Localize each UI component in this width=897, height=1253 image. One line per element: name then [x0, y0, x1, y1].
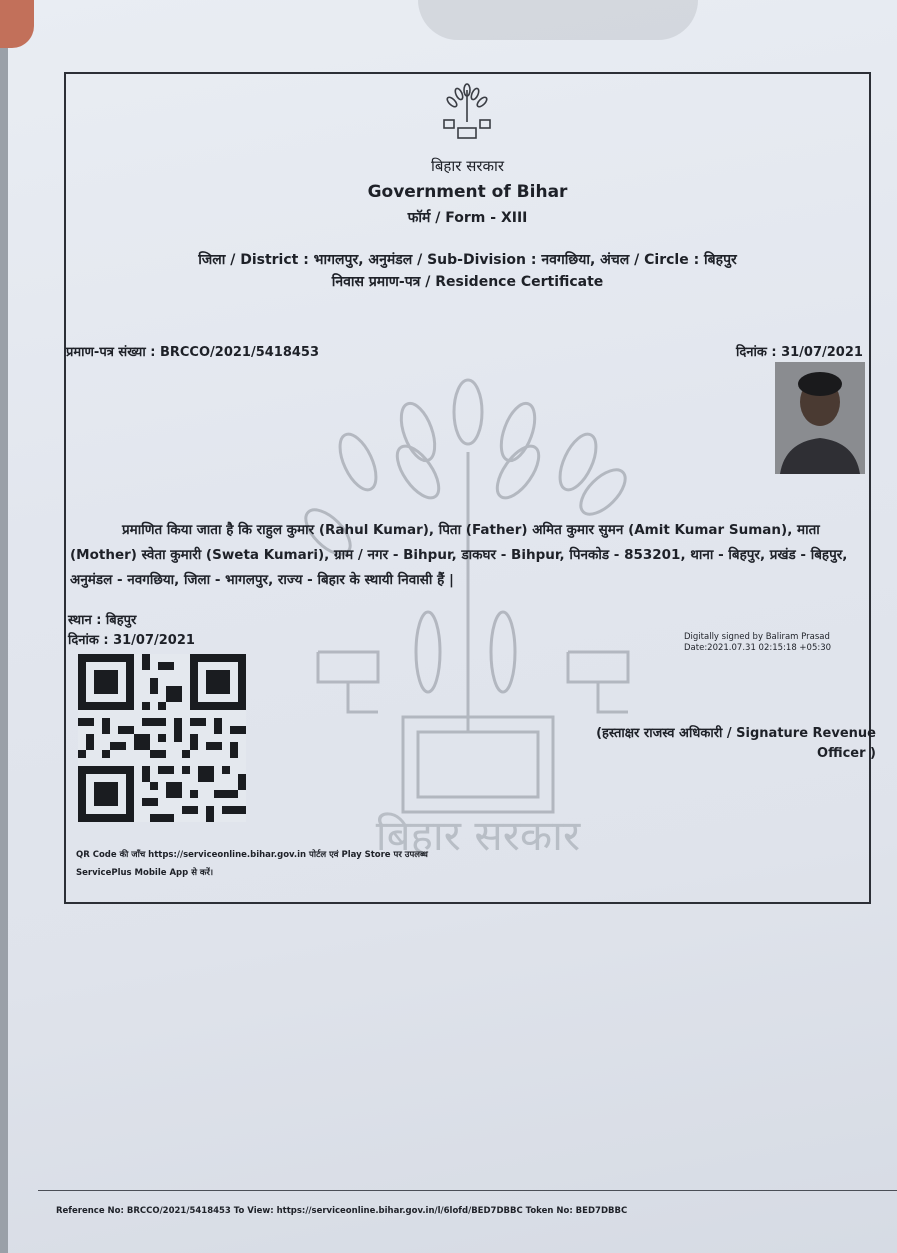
govt-name-hindi: बिहार सरकार	[430, 157, 505, 175]
footer-reference: Reference No: BRCCO/2021/5418453 To View: https://serviceonline.bihar.gov.in/l/6lofd/BED7DBBC Token No: BED7DBBC	[56, 1206, 628, 1216]
place-label: स्थान : बिहपुर	[68, 613, 137, 628]
bihar-govt-emblem-icon	[432, 82, 502, 152]
footer-divider	[38, 1190, 897, 1191]
officer-signature-label	[566, 724, 876, 764]
qr-note-line1: QR Code की जाँच https://serviceonline.bihar.gov.in पोर्टल एवं Play Store पर उपलब्ध	[76, 850, 428, 860]
certificate-date: दिनांक : 31/07/2021	[736, 345, 863, 360]
paper-fold-shadow	[418, 0, 698, 40]
digital-signature	[684, 632, 831, 654]
qr-verification-note	[76, 846, 536, 882]
certificate-page	[8, 0, 897, 1253]
certificate-number: प्रमाण-पत्र संख्या : BRCCO/2021/5418453	[66, 345, 320, 360]
applicant-photo	[775, 362, 865, 474]
qr-code-icon[interactable]	[78, 654, 246, 822]
issue-date: दिनांक : 31/07/2021	[68, 633, 195, 648]
watermark-text: बिहार सरकार	[375, 811, 581, 860]
govt-name: Government of Bihar	[367, 182, 568, 202]
digital-signature-name: Digitally signed by Baliram Prasad	[684, 632, 830, 642]
officer-label-line1: (हस्ताक्षर राजस्व अधिकारी / Signature Revenue	[596, 726, 876, 741]
district-line: जिला / District : भागलपुर, अनुमंडल / Sub-Division : नवगछिया, अंचल / Circle : बिहपुर	[198, 252, 737, 268]
digital-signature-date: Date:2021.07.31 02:15:18 +05:30	[684, 643, 832, 653]
qr-note-line2: ServicePlus Mobile App से करें।	[76, 868, 214, 878]
form-number: फॉर्म / Form - XIII	[407, 210, 528, 226]
certificate-body-text: प्रमाणित किया जाता है कि राहुल कुमार (Rahul Kumar), पिता (Father) अमित कुमार सुमन (Amit Kumar Suman), माता (Mother) स्वेता कुमारी (Sweta Kumari), ग्राम / नगर - Bihpur, डाकघर - Bihpur, पिनकोड - 853201, थाना - बिहपुर, प्रखंड - बिहपुर, अनुमंडल - नवगछिया, जिला - भागलपुर, राज्य - बिहार के स्थायी निवासी हैं |	[70, 522, 848, 588]
certificate-title: निवास प्रमाण-पत्र / Residence Certificate	[331, 274, 604, 290]
officer-label-line2: Officer )	[817, 746, 876, 761]
